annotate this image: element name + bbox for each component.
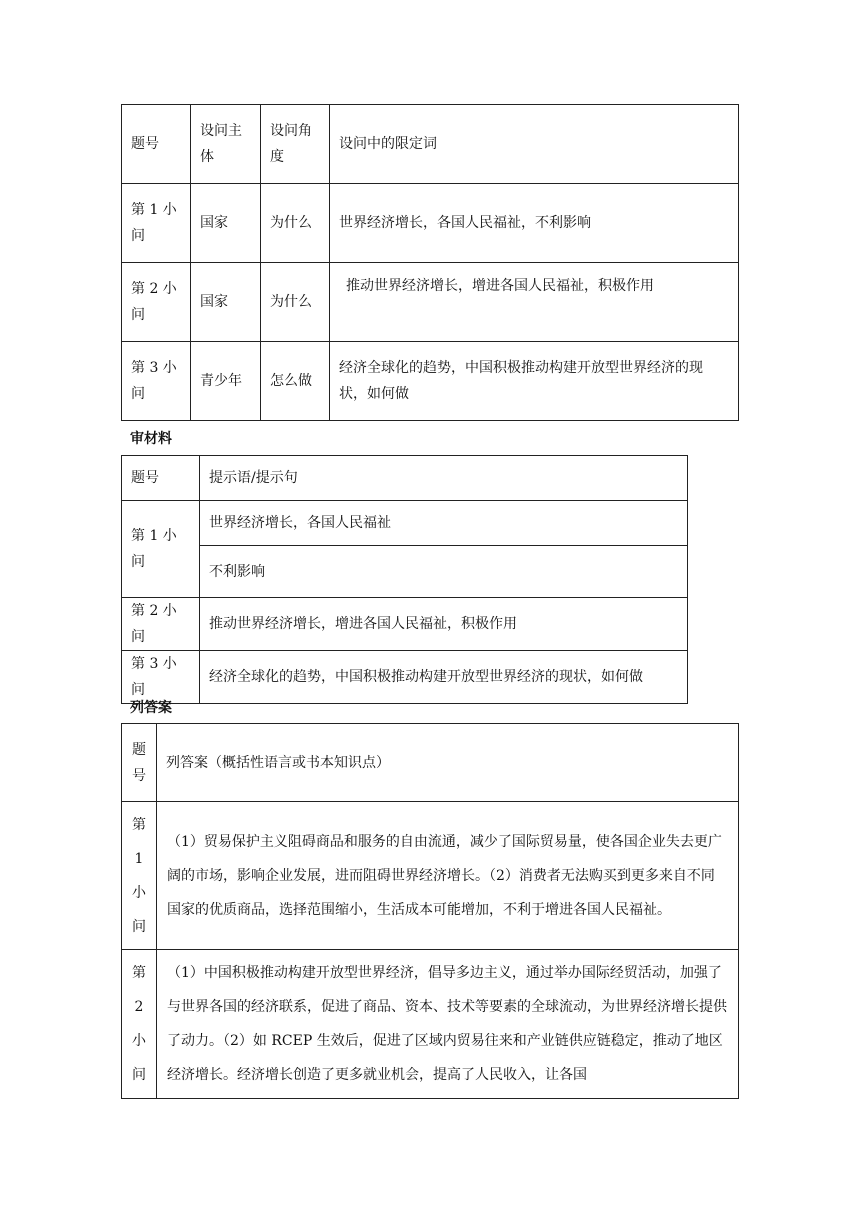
qualifier-cell: 推动世界经济增长，增进各国人民福祉，积极作用 xyxy=(330,263,739,342)
header-cell: 设问中的限定词 xyxy=(330,105,739,184)
table-row xyxy=(122,546,688,598)
material-review-table xyxy=(121,455,688,704)
table-row xyxy=(122,598,688,651)
question-number-cell: 第 2 小 问 xyxy=(122,950,157,1099)
answer-cell: （1）中国积极推动构建开放型世界经济，倡导多边主义，通过举办国际经贸活动，加强了与世界各国的经济联系，促进了商品、资本、技术等要素的全球流动，为世界经济增长提供了动力。（2）如 RCEP 生效后，促进了区域内贸易往来和产业链供应链稳定，推动了地区经济增长。经济增长创造了更多就业机会，提高了人民收入，让各国 xyxy=(157,950,739,1099)
question-number-cell: 第 2 小问 xyxy=(122,598,200,651)
angle-cell: 为什么 xyxy=(261,184,330,263)
hint-cell: 推动世界经济增长，增进各国人民福祉，积极作用 xyxy=(200,598,688,651)
subject-cell: 青少年 xyxy=(191,342,261,421)
section-heading-list-answers: 列答案 xyxy=(130,700,172,716)
angle-cell: 为什么 xyxy=(261,263,330,342)
table-row xyxy=(122,342,739,421)
header-cell: 题号 xyxy=(122,724,157,802)
qualifier-cell: 世界经济增长，各国人民福祉，不利影响 xyxy=(330,184,739,263)
angle-cell: 怎么做 xyxy=(261,342,330,421)
header-cell: 设问角度 xyxy=(261,105,330,184)
table-row xyxy=(122,263,739,342)
header-cell: 题号 xyxy=(122,456,200,501)
subject-cell: 国家 xyxy=(191,263,261,342)
question-analysis-table xyxy=(121,104,739,421)
question-number-cell: 第 2 小问 xyxy=(122,263,191,342)
hint-cell: 世界经济增长，各国人民福祉 xyxy=(200,501,688,546)
answer-table xyxy=(121,723,739,1099)
header-cell: 列答案（概括性语言或书本知识点） xyxy=(157,724,739,802)
table-row xyxy=(122,501,688,546)
table-header-row xyxy=(122,724,739,802)
table-row xyxy=(122,651,688,704)
header-cell: 提示语/提示句 xyxy=(200,456,688,501)
qualifier-cell: 经济全球化的趋势，中国积极推动构建开放型世界经济的现状，如何做 xyxy=(330,342,739,421)
answer-cell: （1）贸易保护主义阻碍商品和服务的自由流通，减少了国际贸易量，使各国企业失去更广阔的市场，影响企业发展，进而阻碍世界经济增长。（2）消费者无法购买到更多来自不同国家的优质商品，选择范围缩小，生活成本可能增加，不利于增进各国人民福祉。 xyxy=(157,802,739,950)
table-header-row xyxy=(122,105,739,184)
table-row xyxy=(122,184,739,263)
table-row xyxy=(122,802,739,950)
hint-cell: 经济全球化的趋势，中国积极推动构建开放型世界经济的现状，如何做 xyxy=(200,651,688,704)
question-number-cell: 第 3 小问 xyxy=(122,342,191,421)
hint-cell: 不利影响 xyxy=(200,546,688,598)
subject-cell: 国家 xyxy=(191,184,261,263)
header-cell: 题号 xyxy=(122,105,191,184)
question-number-cell: 第 3 小问 xyxy=(122,651,200,704)
header-cell: 设问主体 xyxy=(191,105,261,184)
question-number-cell: 第 1 小问 xyxy=(122,501,200,598)
table-header-row xyxy=(122,456,688,501)
question-number-cell: 第 1 小 问 xyxy=(122,802,157,950)
table-row xyxy=(122,950,739,1099)
question-number-cell: 第 1 小问 xyxy=(122,184,191,263)
section-heading-review-material: 审材料 xyxy=(130,431,172,447)
